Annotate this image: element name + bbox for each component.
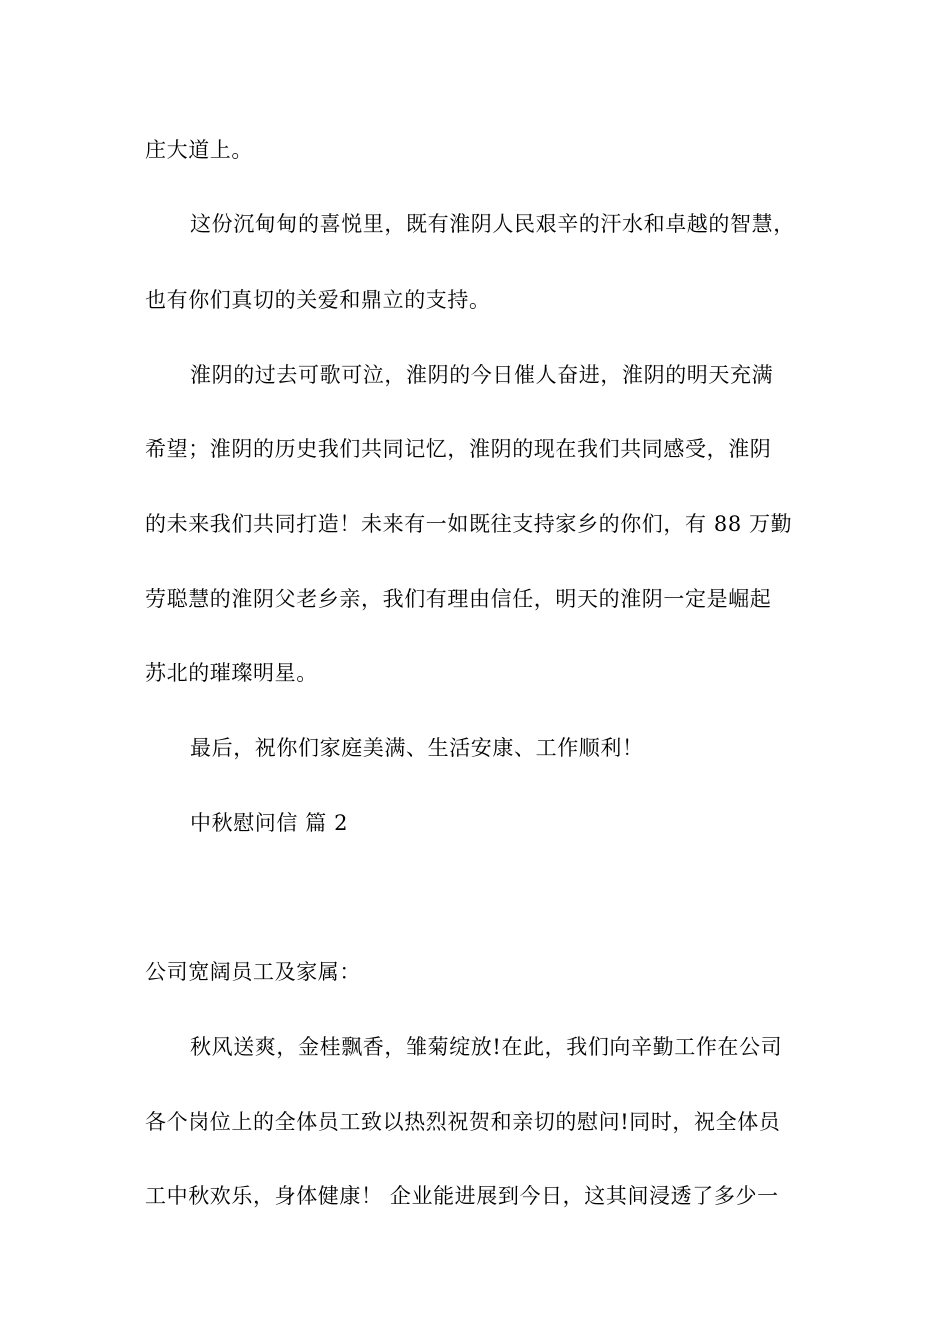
text-line: 最后，祝你们家庭美满、生活安康、工作顺利！ <box>190 736 644 760</box>
text-line: 的未来我们共同打造！未来有一如既往支持家乡的你们，有 88 万勤 <box>145 512 793 536</box>
text-line: 希望；淮阴的历史我们共同记忆，淮阴的现在我们共同感受，淮阴 <box>145 437 772 461</box>
text-line: 淮阴的过去可歌可泣，淮阴的今日催人奋进，淮阴的明天充满 <box>190 363 774 387</box>
text-line: 庄大道上。 <box>145 138 253 162</box>
section-heading: 中秋慰问信 篇 2 <box>190 811 349 835</box>
text-line: 劳聪慧的淮阴父老乡亲，我们有理由信任，明天的淮阴一定是崛起 <box>145 587 772 611</box>
text-line: 也有你们真切的关爱和鼎立的支持。 <box>145 288 491 312</box>
text-line: 这份沉甸甸的喜悦里，既有淮阴人民艰辛的汗水和卓越的智慧， <box>190 212 795 236</box>
text-line: 苏北的璀璨明星。 <box>145 661 318 685</box>
text-line: 各个岗位上的全体员工致以热烈祝贺和亲切的慰问!同时，祝全体员 <box>145 1110 781 1134</box>
text-line: 工中秋欢乐，身体健康！ 企业能进展到今日，这其间浸透了多少一 <box>145 1184 779 1208</box>
text-line: 秋风送爽，金桂飘香，雏菊绽放!在此，我们向辛勤工作在公司 <box>190 1035 783 1059</box>
salutation: 公司宽阔员工及家属： <box>145 960 361 984</box>
